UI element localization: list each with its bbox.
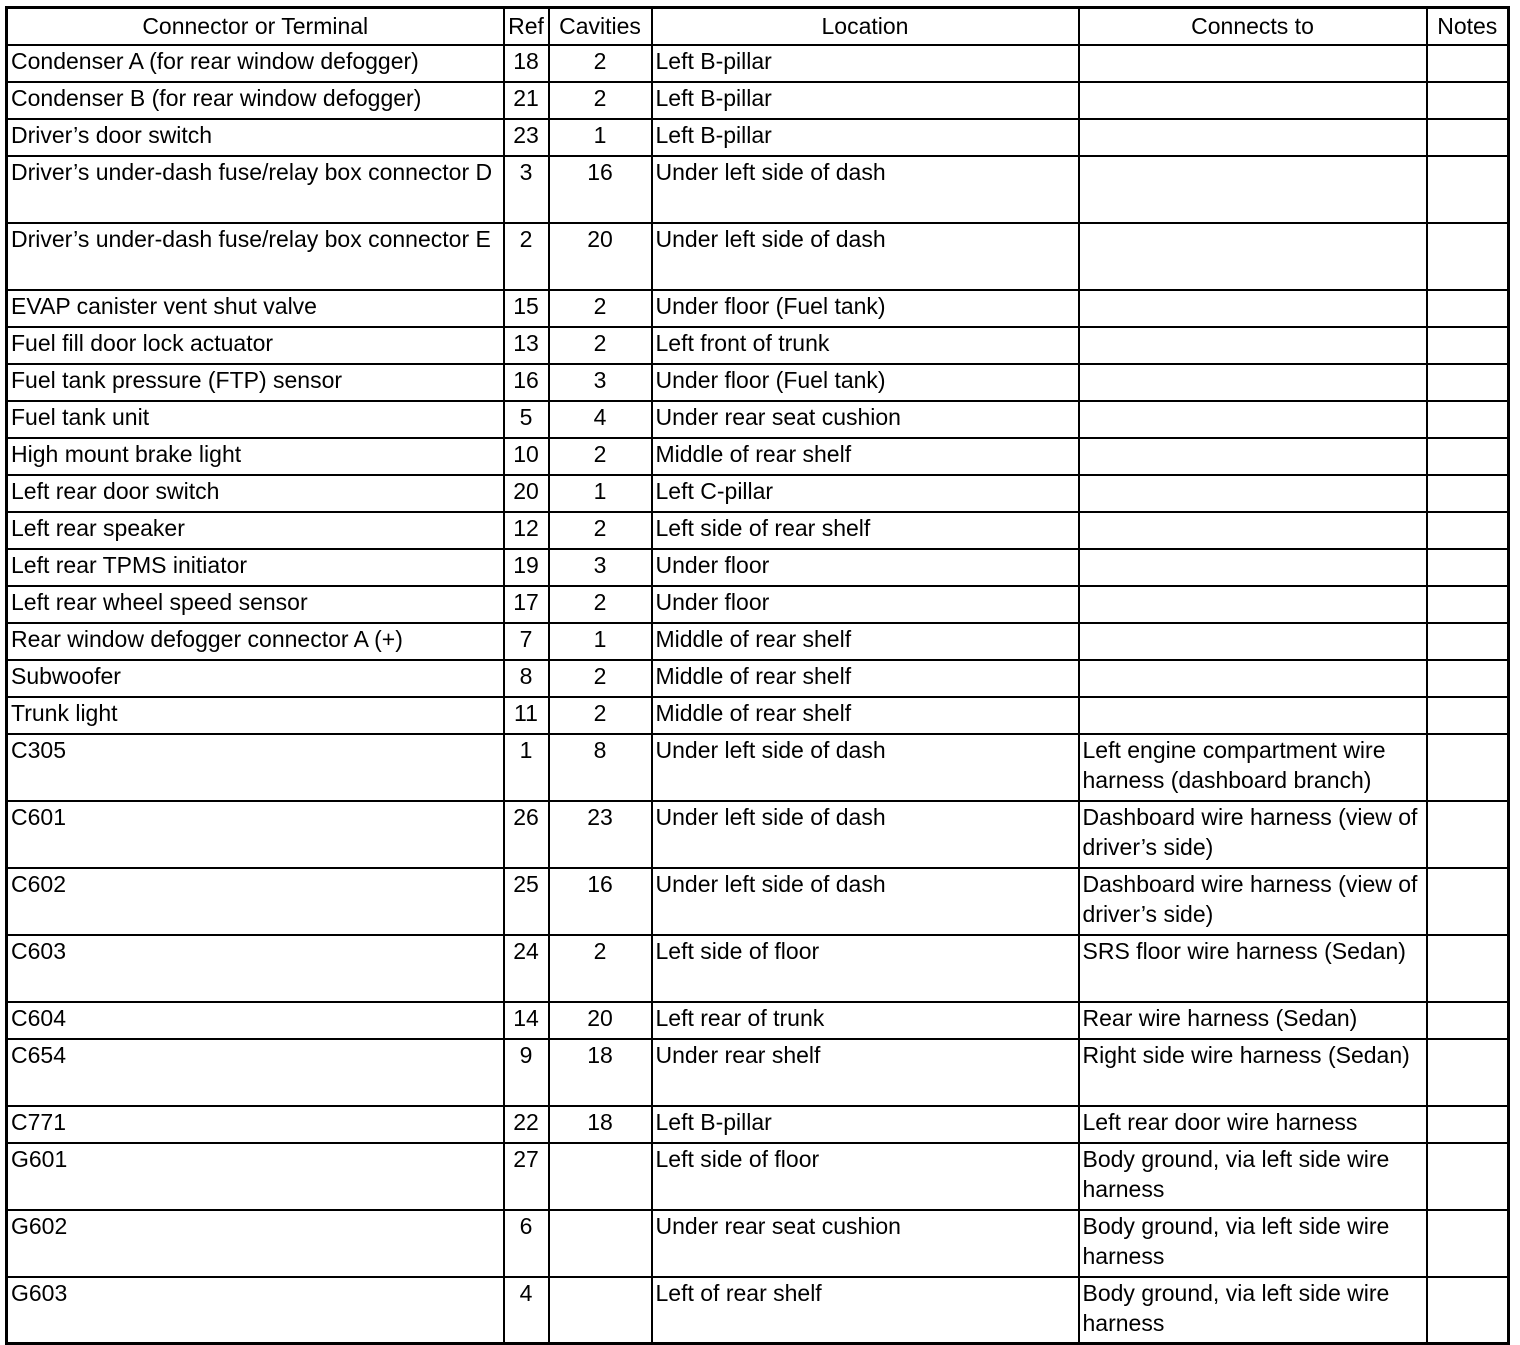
cell-cavities: 18 — [549, 1039, 652, 1106]
cell-connector: Left rear door switch — [7, 475, 504, 512]
cell-location: Middle of rear shelf — [652, 697, 1079, 734]
cell-cavities: 2 — [549, 45, 652, 82]
table-row — [7, 45, 1509, 82]
cell-connects-to — [1079, 475, 1427, 512]
cell-notes — [1427, 1106, 1509, 1143]
cell-notes — [1427, 364, 1509, 401]
cell-location: Left of rear shelf — [652, 1277, 1079, 1344]
cell-notes — [1427, 156, 1509, 223]
cell-connects-to — [1079, 438, 1427, 475]
cell-notes — [1427, 1277, 1509, 1344]
cell-cavities: 20 — [549, 1002, 652, 1039]
table-row — [7, 935, 1509, 1002]
cell-cavities: 2 — [549, 697, 652, 734]
cell-cavities: 16 — [549, 868, 652, 935]
cell-connector: C604 — [7, 1002, 504, 1039]
table-row — [7, 119, 1509, 156]
header-connector: Connector or Terminal — [7, 8, 504, 45]
cell-connector: Condenser B (for rear window defogger) — [7, 82, 504, 119]
cell-notes — [1427, 290, 1509, 327]
cell-ref: 5 — [504, 401, 549, 438]
cell-connector: Rear window defogger connector A (+) — [7, 623, 504, 660]
cell-connects-to — [1079, 156, 1427, 223]
cell-ref: 26 — [504, 801, 549, 868]
cell-connects-to: Dashboard wire harness (view of driver’s side) — [1079, 868, 1427, 935]
header-notes: Notes — [1427, 8, 1509, 45]
cell-connects-to: Body ground, via left side wire harness — [1079, 1143, 1427, 1210]
cell-location: Under rear seat cushion — [652, 401, 1079, 438]
cell-location: Under rear seat cushion — [652, 1210, 1079, 1277]
table-row — [7, 512, 1509, 549]
cell-connects-to — [1079, 401, 1427, 438]
cell-location: Under left side of dash — [652, 734, 1079, 801]
cell-notes — [1427, 868, 1509, 935]
cell-cavities: 4 — [549, 401, 652, 438]
cell-ref: 9 — [504, 1039, 549, 1106]
table-row — [7, 1210, 1509, 1277]
cell-notes — [1427, 801, 1509, 868]
table-row — [7, 660, 1509, 697]
cell-notes — [1427, 623, 1509, 660]
table-row — [7, 475, 1509, 512]
header-connects-to: Connects to — [1079, 8, 1427, 45]
cell-notes — [1427, 935, 1509, 1002]
cell-cavities: 2 — [549, 512, 652, 549]
cell-location: Under floor (Fuel tank) — [652, 290, 1079, 327]
cell-cavities: 2 — [549, 290, 652, 327]
cell-ref: 2 — [504, 223, 549, 290]
cell-cavities — [549, 1277, 652, 1344]
cell-location: Middle of rear shelf — [652, 623, 1079, 660]
cell-connector: Driver’s under-dash fuse/relay box connector D — [7, 156, 504, 223]
cell-location: Left B-pillar — [652, 1106, 1079, 1143]
cell-location: Left side of floor — [652, 1143, 1079, 1210]
table-row — [7, 401, 1509, 438]
cell-notes — [1427, 82, 1509, 119]
table-row — [7, 1143, 1509, 1210]
cell-cavities: 2 — [549, 586, 652, 623]
cell-connects-to — [1079, 119, 1427, 156]
cell-notes — [1427, 1210, 1509, 1277]
cell-connects-to — [1079, 82, 1427, 119]
table-row — [7, 1277, 1509, 1344]
cell-connects-to — [1079, 586, 1427, 623]
cell-notes — [1427, 586, 1509, 623]
cell-notes — [1427, 45, 1509, 82]
cell-notes — [1427, 438, 1509, 475]
cell-connector: C602 — [7, 868, 504, 935]
cell-location: Under left side of dash — [652, 801, 1079, 868]
cell-connector: C771 — [7, 1106, 504, 1143]
cell-connector: Driver’s door switch — [7, 119, 504, 156]
cell-cavities: 20 — [549, 223, 652, 290]
cell-cavities — [549, 1210, 652, 1277]
cell-ref: 4 — [504, 1277, 549, 1344]
cell-ref: 8 — [504, 660, 549, 697]
cell-ref: 18 — [504, 45, 549, 82]
cell-ref: 23 — [504, 119, 549, 156]
cell-connects-to — [1079, 660, 1427, 697]
cell-connects-to: Rear wire harness (Sedan) — [1079, 1002, 1427, 1039]
cell-connector: High mount brake light — [7, 438, 504, 475]
cell-ref: 11 — [504, 697, 549, 734]
cell-connects-to: Right side wire harness (Sedan) — [1079, 1039, 1427, 1106]
cell-location: Under left side of dash — [652, 223, 1079, 290]
table-row — [7, 549, 1509, 586]
cell-connects-to: Dashboard wire harness (view of driver’s side) — [1079, 801, 1427, 868]
cell-ref: 19 — [504, 549, 549, 586]
table-row — [7, 82, 1509, 119]
cell-cavities: 23 — [549, 801, 652, 868]
table-row — [7, 734, 1509, 801]
cell-connector: C305 — [7, 734, 504, 801]
cell-ref: 7 — [504, 623, 549, 660]
table-row — [7, 868, 1509, 935]
cell-location: Left B-pillar — [652, 119, 1079, 156]
cell-connector: G602 — [7, 1210, 504, 1277]
cell-notes — [1427, 549, 1509, 586]
cell-connects-to — [1079, 45, 1427, 82]
cell-connects-to: SRS floor wire harness (Sedan) — [1079, 935, 1427, 1002]
cell-connector: Left rear speaker — [7, 512, 504, 549]
cell-connects-to — [1079, 623, 1427, 660]
table-row — [7, 364, 1509, 401]
cell-notes — [1427, 1143, 1509, 1210]
cell-ref: 20 — [504, 475, 549, 512]
cell-connects-to: Body ground, via left side wire harness — [1079, 1210, 1427, 1277]
cell-connects-to — [1079, 223, 1427, 290]
cell-connects-to — [1079, 512, 1427, 549]
table-body — [7, 45, 1509, 1344]
table-row — [7, 327, 1509, 364]
table-row — [7, 623, 1509, 660]
cell-connects-to: Left rear door wire harness — [1079, 1106, 1427, 1143]
cell-ref: 15 — [504, 290, 549, 327]
table-row — [7, 697, 1509, 734]
cell-ref: 3 — [504, 156, 549, 223]
cell-ref: 27 — [504, 1143, 549, 1210]
cell-cavities: 1 — [549, 119, 652, 156]
cell-ref: 14 — [504, 1002, 549, 1039]
cell-connector: Subwoofer — [7, 660, 504, 697]
cell-cavities: 1 — [549, 623, 652, 660]
cell-connector: Condenser A (for rear window defogger) — [7, 45, 504, 82]
table-row — [7, 290, 1509, 327]
cell-ref: 21 — [504, 82, 549, 119]
cell-cavities: 3 — [549, 549, 652, 586]
cell-connector: Fuel tank unit — [7, 401, 504, 438]
table-row — [7, 586, 1509, 623]
cell-location: Under floor — [652, 586, 1079, 623]
cell-cavities: 2 — [549, 438, 652, 475]
cell-connects-to — [1079, 697, 1427, 734]
cell-connector: C603 — [7, 935, 504, 1002]
connector-table — [5, 6, 1510, 1345]
cell-notes — [1427, 475, 1509, 512]
cell-ref: 22 — [504, 1106, 549, 1143]
cell-location: Left front of trunk — [652, 327, 1079, 364]
cell-connects-to — [1079, 290, 1427, 327]
cell-cavities: 8 — [549, 734, 652, 801]
cell-notes — [1427, 1039, 1509, 1106]
cell-connector: Left rear TPMS initiator — [7, 549, 504, 586]
cell-connects-to: Body ground, via left side wire harness — [1079, 1277, 1427, 1344]
cell-ref: 6 — [504, 1210, 549, 1277]
cell-location: Middle of rear shelf — [652, 660, 1079, 697]
cell-ref: 25 — [504, 868, 549, 935]
cell-ref: 1 — [504, 734, 549, 801]
cell-location: Left C-pillar — [652, 475, 1079, 512]
cell-connects-to — [1079, 364, 1427, 401]
cell-notes — [1427, 660, 1509, 697]
cell-location: Under floor (Fuel tank) — [652, 364, 1079, 401]
cell-connector: G601 — [7, 1143, 504, 1210]
cell-ref: 17 — [504, 586, 549, 623]
table-row — [7, 1106, 1509, 1143]
cell-ref: 24 — [504, 935, 549, 1002]
cell-connects-to — [1079, 549, 1427, 586]
cell-cavities: 1 — [549, 475, 652, 512]
cell-location: Left rear of trunk — [652, 1002, 1079, 1039]
cell-cavities: 3 — [549, 364, 652, 401]
cell-notes — [1427, 223, 1509, 290]
cell-connects-to — [1079, 327, 1427, 364]
cell-cavities: 2 — [549, 82, 652, 119]
cell-connector: C654 — [7, 1039, 504, 1106]
cell-notes — [1427, 512, 1509, 549]
cell-connector: EVAP canister vent shut valve — [7, 290, 504, 327]
cell-connector: G603 — [7, 1277, 504, 1344]
cell-notes — [1427, 327, 1509, 364]
cell-ref: 12 — [504, 512, 549, 549]
cell-connector: Fuel tank pressure (FTP) sensor — [7, 364, 504, 401]
cell-connector: Left rear wheel speed sensor — [7, 586, 504, 623]
table-row — [7, 1002, 1509, 1039]
cell-connects-to: Left engine compartment wire harness (dashboard branch) — [1079, 734, 1427, 801]
cell-connector: Trunk light — [7, 697, 504, 734]
cell-cavities: 2 — [549, 935, 652, 1002]
cell-notes — [1427, 401, 1509, 438]
cell-location: Middle of rear shelf — [652, 438, 1079, 475]
header-row — [7, 8, 1509, 45]
cell-cavities: 2 — [549, 660, 652, 697]
cell-cavities: 18 — [549, 1106, 652, 1143]
table-row — [7, 801, 1509, 868]
table-row — [7, 223, 1509, 290]
cell-cavities: 2 — [549, 327, 652, 364]
cell-ref: 16 — [504, 364, 549, 401]
header-ref: Ref — [504, 8, 549, 45]
cell-location: Left side of rear shelf — [652, 512, 1079, 549]
cell-location: Under floor — [652, 549, 1079, 586]
cell-location: Under left side of dash — [652, 868, 1079, 935]
table-row — [7, 156, 1509, 223]
cell-notes — [1427, 697, 1509, 734]
cell-connector: C601 — [7, 801, 504, 868]
cell-location: Left side of floor — [652, 935, 1079, 1002]
cell-ref: 13 — [504, 327, 549, 364]
cell-notes — [1427, 734, 1509, 801]
cell-connector: Driver’s under-dash fuse/relay box connector E — [7, 223, 504, 290]
cell-cavities — [549, 1143, 652, 1210]
cell-cavities: 16 — [549, 156, 652, 223]
table-row — [7, 1039, 1509, 1106]
cell-notes — [1427, 1002, 1509, 1039]
cell-location: Under left side of dash — [652, 156, 1079, 223]
header-cavities: Cavities — [549, 8, 652, 45]
cell-notes — [1427, 119, 1509, 156]
cell-connector: Fuel fill door lock actuator — [7, 327, 504, 364]
cell-location: Left B-pillar — [652, 45, 1079, 82]
cell-location: Left B-pillar — [652, 82, 1079, 119]
table-row — [7, 438, 1509, 475]
header-location: Location — [652, 8, 1079, 45]
cell-ref: 10 — [504, 438, 549, 475]
cell-location: Under rear shelf — [652, 1039, 1079, 1106]
